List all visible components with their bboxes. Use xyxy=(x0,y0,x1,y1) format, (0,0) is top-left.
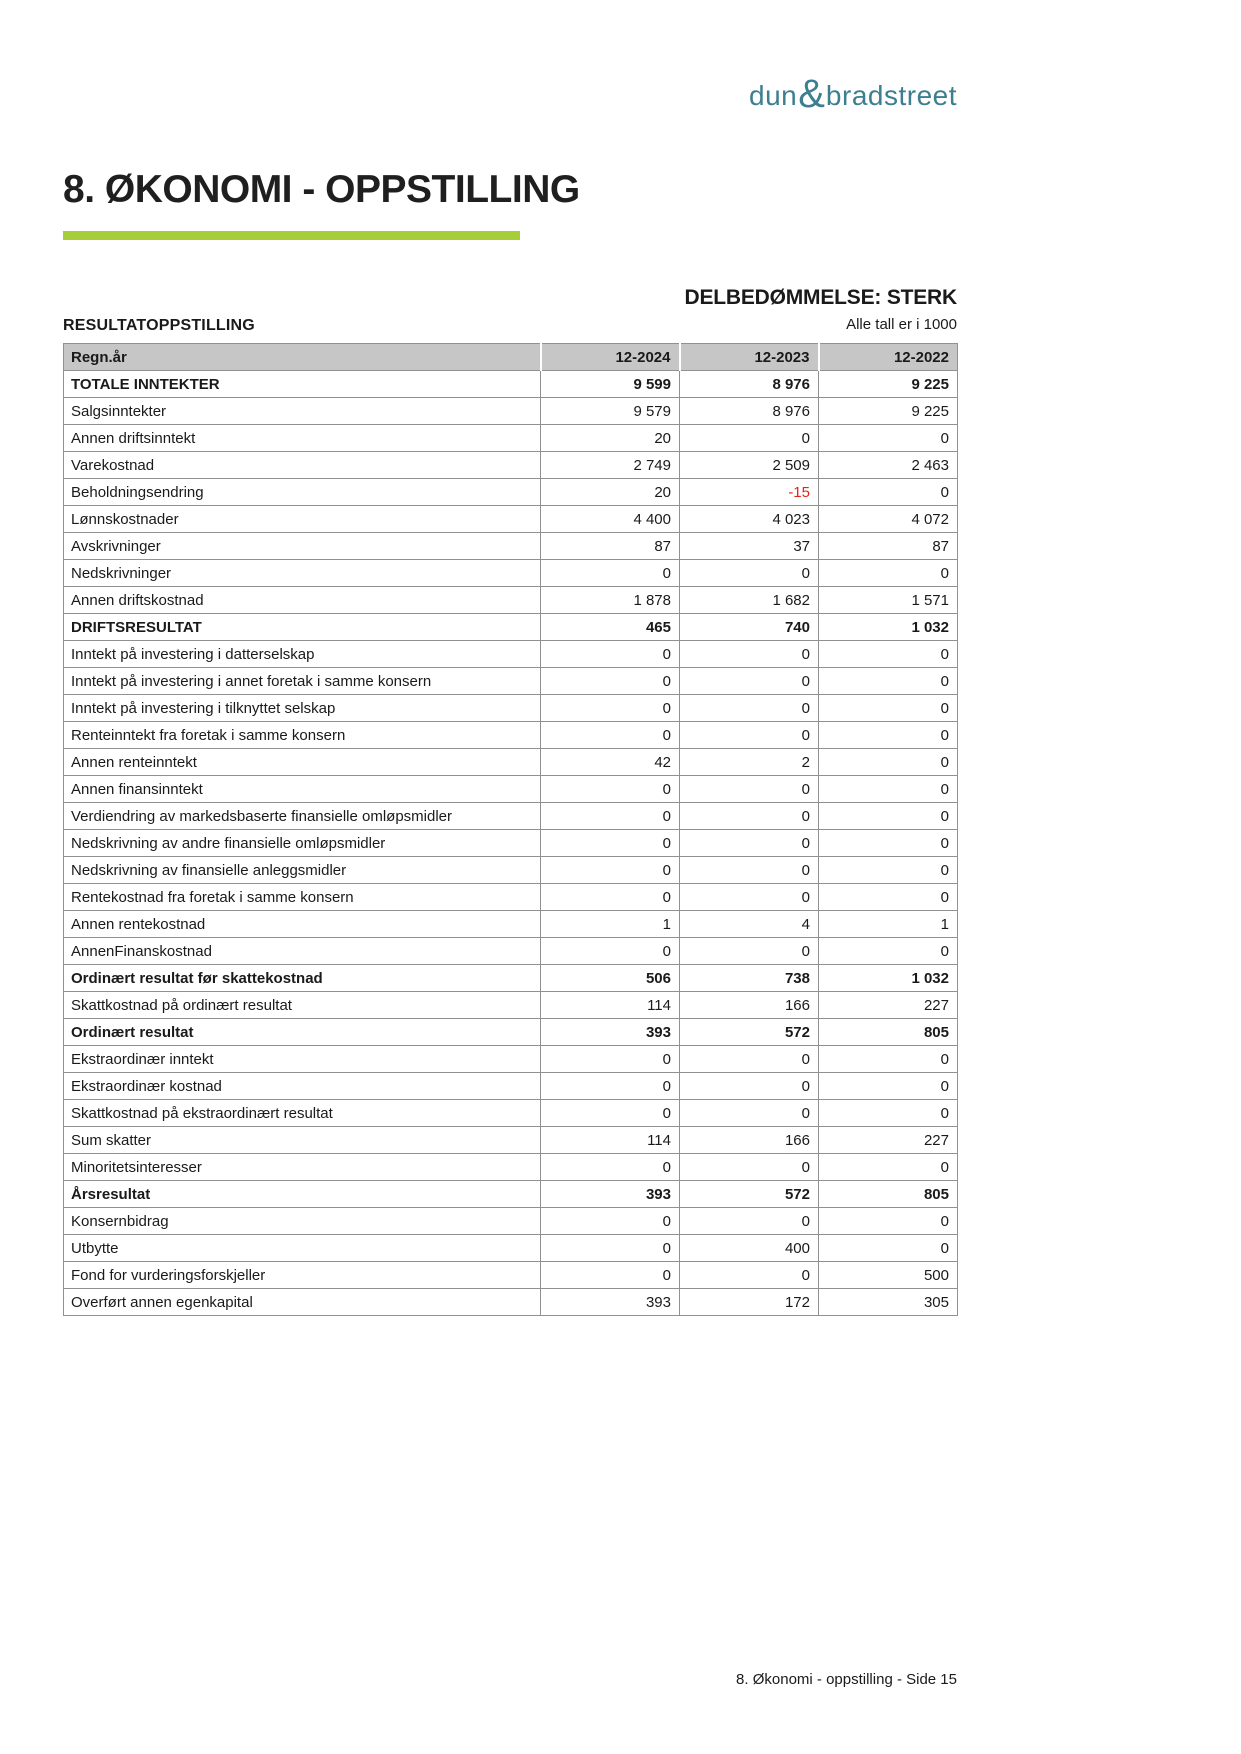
row-value: 0 xyxy=(680,1154,819,1181)
table-row xyxy=(64,911,958,938)
row-value: 0 xyxy=(819,1046,958,1073)
row-label: Ordinært resultat xyxy=(64,1019,541,1046)
table-row xyxy=(64,668,958,695)
row-value: 1 878 xyxy=(541,587,680,614)
row-value: 0 xyxy=(541,560,680,587)
row-value: 0 xyxy=(680,1208,819,1235)
table-row xyxy=(64,857,958,884)
row-value: 0 xyxy=(819,830,958,857)
row-label: Ekstraordinær inntekt xyxy=(64,1046,541,1073)
logo-word-dun: dun xyxy=(749,80,798,111)
row-value: 2 463 xyxy=(819,452,958,479)
dun-and-bradstreet-logo xyxy=(749,70,957,115)
row-value: 400 xyxy=(680,1235,819,1262)
row-label: Fond for vurderingsforskjeller xyxy=(64,1262,541,1289)
row-value: 1 032 xyxy=(819,965,958,992)
row-value: 0 xyxy=(819,1208,958,1235)
row-value: 0 xyxy=(680,1100,819,1127)
row-value: 1 032 xyxy=(819,614,958,641)
table-row xyxy=(64,1046,958,1073)
row-value: 0 xyxy=(819,1073,958,1100)
row-label: Nedskrivning av andre finansielle omløpsmidler xyxy=(64,830,541,857)
row-value: 572 xyxy=(680,1019,819,1046)
row-value: 0 xyxy=(680,1262,819,1289)
row-value: 0 xyxy=(541,1073,680,1100)
table-row xyxy=(64,830,958,857)
row-label: Årsresultat xyxy=(64,1181,541,1208)
row-value: 500 xyxy=(819,1262,958,1289)
row-label: AnnenFinanskostnad xyxy=(64,938,541,965)
row-value: 0 xyxy=(680,884,819,911)
results-table-body xyxy=(64,371,958,1316)
row-value: 0 xyxy=(541,830,680,857)
table-row xyxy=(64,884,958,911)
page-footer: 8. Økonomi - oppstilling - Side 15 xyxy=(736,1671,957,1688)
row-value: 0 xyxy=(819,425,958,452)
row-value: 2 xyxy=(680,749,819,776)
row-label: Utbytte xyxy=(64,1235,541,1262)
row-value: 0 xyxy=(680,803,819,830)
row-label: Inntekt på investering i tilknyttet selskap xyxy=(64,695,541,722)
row-value: 166 xyxy=(680,992,819,1019)
table-row xyxy=(64,398,958,425)
row-value: 0 xyxy=(819,1100,958,1127)
row-value: 393 xyxy=(541,1019,680,1046)
table-row xyxy=(64,506,958,533)
table-row xyxy=(64,1127,958,1154)
row-value: 37 xyxy=(680,533,819,560)
logo-word-bradstreet: bradstreet xyxy=(825,80,957,111)
row-value: 0 xyxy=(541,776,680,803)
row-value: 805 xyxy=(819,1019,958,1046)
row-label: Annen renteinntekt xyxy=(64,749,541,776)
row-value: 805 xyxy=(819,1181,958,1208)
table-row xyxy=(64,452,958,479)
table-row xyxy=(64,1235,958,1262)
row-label: Annen finansinntekt xyxy=(64,776,541,803)
row-label: Skattkostnad på ekstraordinært resultat xyxy=(64,1100,541,1127)
row-label: Lønnskostnader xyxy=(64,506,541,533)
row-label: DRIFTSRESULTAT xyxy=(64,614,541,641)
row-value: 4 023 xyxy=(680,506,819,533)
row-value: 0 xyxy=(541,641,680,668)
row-value: 0 xyxy=(541,1262,680,1289)
row-value: 738 xyxy=(680,965,819,992)
row-label: Verdiendring av markedsbaserte finansielle omløpsmidler xyxy=(64,803,541,830)
table-row xyxy=(64,533,958,560)
row-value: 1 682 xyxy=(680,587,819,614)
row-label: Renteinntekt fra foretak i samme konsern xyxy=(64,722,541,749)
row-value: 0 xyxy=(680,938,819,965)
column-header-12-2022: 12-2022 xyxy=(819,344,958,371)
row-value: 0 xyxy=(819,1235,958,1262)
row-value: 740 xyxy=(680,614,819,641)
row-value: 114 xyxy=(541,992,680,1019)
row-value: 0 xyxy=(680,668,819,695)
row-label: Skattkostnad på ordinært resultat xyxy=(64,992,541,1019)
table-row xyxy=(64,749,958,776)
row-value: 0 xyxy=(541,722,680,749)
row-value: 0 xyxy=(680,695,819,722)
table-row xyxy=(64,1181,958,1208)
row-value: 166 xyxy=(680,1127,819,1154)
row-value: 87 xyxy=(819,533,958,560)
row-label: Inntekt på investering i annet foretak i samme konsern xyxy=(64,668,541,695)
row-value: 4 072 xyxy=(819,506,958,533)
row-value: 0 xyxy=(819,1154,958,1181)
row-value: 0 xyxy=(680,560,819,587)
row-label: Overført annen egenkapital xyxy=(64,1289,541,1316)
table-row xyxy=(64,614,958,641)
table-row xyxy=(64,587,958,614)
row-value: 114 xyxy=(541,1127,680,1154)
row-value: 0 xyxy=(819,479,958,506)
row-value: 0 xyxy=(819,884,958,911)
table-row xyxy=(64,965,958,992)
table-row xyxy=(64,776,958,803)
row-value: 2 749 xyxy=(541,452,680,479)
row-value: 0 xyxy=(680,1073,819,1100)
logo-ampersand-icon: & xyxy=(798,72,825,116)
row-value: 0 xyxy=(541,938,680,965)
table-title: RESULTATOPPSTILLING xyxy=(63,317,255,334)
row-value: 2 509 xyxy=(680,452,819,479)
row-value: 0 xyxy=(819,749,958,776)
table-row xyxy=(64,1073,958,1100)
row-value: 0 xyxy=(819,722,958,749)
row-label: Sum skatter xyxy=(64,1127,541,1154)
table-row xyxy=(64,1019,958,1046)
row-value: 0 xyxy=(680,425,819,452)
row-value: 393 xyxy=(541,1289,680,1316)
table-row xyxy=(64,641,958,668)
results-table xyxy=(63,343,958,1316)
row-value: 0 xyxy=(541,857,680,884)
row-label: Annen rentekostnad xyxy=(64,911,541,938)
table-header-row xyxy=(64,344,958,371)
row-value: 572 xyxy=(680,1181,819,1208)
row-value: 8 976 xyxy=(680,371,819,398)
table-row xyxy=(64,371,958,398)
row-value: 1 xyxy=(819,911,958,938)
row-value: 0 xyxy=(541,668,680,695)
row-value: 20 xyxy=(541,425,680,452)
row-value: 305 xyxy=(819,1289,958,1316)
row-label: Rentekostnad fra foretak i samme konsern xyxy=(64,884,541,911)
table-row xyxy=(64,938,958,965)
row-label: Annen driftsinntekt xyxy=(64,425,541,452)
table-row xyxy=(64,1154,958,1181)
row-label: TOTALE INNTEKTER xyxy=(64,371,541,398)
row-value: 0 xyxy=(541,1100,680,1127)
row-value: 0 xyxy=(819,668,958,695)
row-label: Nedskrivning av finansielle anleggsmidler xyxy=(64,857,541,884)
table-row xyxy=(64,479,958,506)
units-note: Alle tall er i 1000 xyxy=(846,316,957,333)
row-value: 393 xyxy=(541,1181,680,1208)
row-value: 4 xyxy=(680,911,819,938)
row-label: Salgsinntekter xyxy=(64,398,541,425)
table-row xyxy=(64,1208,958,1235)
row-value: 0 xyxy=(819,857,958,884)
row-value: 0 xyxy=(680,830,819,857)
row-value: 0 xyxy=(819,560,958,587)
row-value: 8 976 xyxy=(680,398,819,425)
row-value: 0 xyxy=(541,1046,680,1073)
table-row xyxy=(64,695,958,722)
row-value: 227 xyxy=(819,1127,958,1154)
row-value: 0 xyxy=(541,695,680,722)
column-header-12-2024: 12-2024 xyxy=(541,344,680,371)
row-value: 4 400 xyxy=(541,506,680,533)
table-row xyxy=(64,425,958,452)
table-row xyxy=(64,722,958,749)
row-value: 9 599 xyxy=(541,371,680,398)
row-label: Nedskrivninger xyxy=(64,560,541,587)
row-value: -15 xyxy=(680,479,819,506)
table-row xyxy=(64,1262,958,1289)
row-value: 9 579 xyxy=(541,398,680,425)
row-value: 1 571 xyxy=(819,587,958,614)
row-label: Avskrivninger xyxy=(64,533,541,560)
row-value: 0 xyxy=(680,641,819,668)
column-header-regnar: Regn.år xyxy=(64,344,541,371)
row-value: 42 xyxy=(541,749,680,776)
row-value: 0 xyxy=(541,803,680,830)
page-title: 8. ØKONOMI - OPPSTILLING xyxy=(63,168,580,211)
row-value: 0 xyxy=(819,695,958,722)
row-value: 0 xyxy=(819,803,958,830)
row-value: 9 225 xyxy=(819,398,958,425)
table-row xyxy=(64,992,958,1019)
row-value: 0 xyxy=(680,1046,819,1073)
row-value: 227 xyxy=(819,992,958,1019)
table-row xyxy=(64,1100,958,1127)
row-label: Ordinært resultat før skattekostnad xyxy=(64,965,541,992)
table-row xyxy=(64,560,958,587)
row-label: Konsernbidrag xyxy=(64,1208,541,1235)
table-row xyxy=(64,803,958,830)
row-value: 0 xyxy=(541,1154,680,1181)
row-value: 0 xyxy=(680,722,819,749)
row-value: 0 xyxy=(819,641,958,668)
row-label: Ekstraordinær kostnad xyxy=(64,1073,541,1100)
row-value: 20 xyxy=(541,479,680,506)
row-value: 87 xyxy=(541,533,680,560)
row-value: 0 xyxy=(819,938,958,965)
row-value: 0 xyxy=(541,1208,680,1235)
assessment-label: DELBEDØMMELSE: STERK xyxy=(684,286,957,309)
row-value: 0 xyxy=(680,776,819,803)
row-value: 0 xyxy=(680,857,819,884)
row-value: 506 xyxy=(541,965,680,992)
row-label: Inntekt på investering i datterselskap xyxy=(64,641,541,668)
page-content xyxy=(63,0,957,1754)
row-value: 9 225 xyxy=(819,371,958,398)
row-value: 0 xyxy=(819,776,958,803)
row-value: 0 xyxy=(541,884,680,911)
row-label: Minoritetsinteresser xyxy=(64,1154,541,1181)
row-value: 465 xyxy=(541,614,680,641)
title-accent-bar xyxy=(63,231,520,240)
row-value: 1 xyxy=(541,911,680,938)
column-header-12-2023: 12-2023 xyxy=(680,344,819,371)
table-row xyxy=(64,1289,958,1316)
row-value: 0 xyxy=(541,1235,680,1262)
row-label: Annen driftskostnad xyxy=(64,587,541,614)
row-label: Varekostnad xyxy=(64,452,541,479)
row-label: Beholdningsendring xyxy=(64,479,541,506)
row-value: 172 xyxy=(680,1289,819,1316)
